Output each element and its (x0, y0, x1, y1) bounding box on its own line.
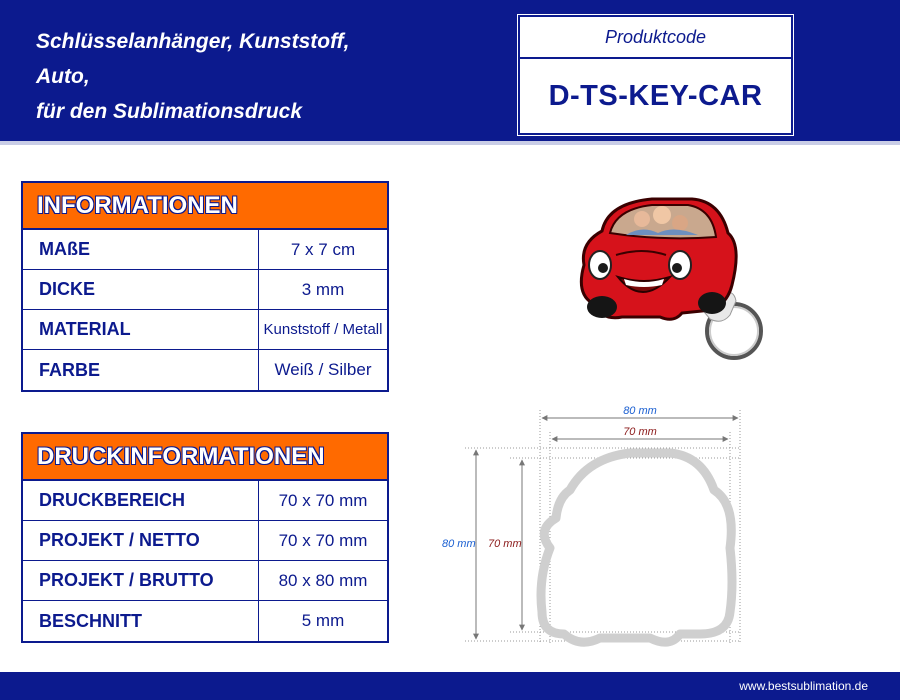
product-title (36, 24, 456, 129)
outer-height-label: 80 mm (442, 538, 476, 550)
print-row-bleed (23, 601, 387, 641)
info-value: Weiß / Silber (274, 360, 372, 379)
info-value: Kunststoff / Metall (263, 321, 383, 338)
print-key: PROJEKT / NETTO (23, 521, 259, 560)
outer-width-label: 80 mm (623, 405, 657, 417)
inner-width-label: 70 mm (623, 426, 657, 438)
info-row-material (23, 310, 387, 350)
info-key: MATERIAL (23, 310, 259, 349)
info-key: MAßE (23, 230, 259, 269)
product-code-value: D-TS-KEY-CAR (548, 79, 763, 112)
product-title-line-2: Auto, (36, 65, 90, 88)
info-row-thickness (23, 270, 387, 310)
footer-website-link[interactable]: www.bestsublimation.de (739, 679, 868, 693)
info-table (21, 181, 389, 392)
header-banner (0, 0, 900, 145)
inner-height-label: 70 mm (488, 538, 522, 550)
info-table-heading: INFORMATIONEN (23, 183, 387, 230)
info-key: DICKE (23, 270, 259, 309)
print-key: DRUCKBEREICH (23, 481, 259, 520)
product-title-line-1: Schlüsselanhänger, Kunststoff, (36, 30, 350, 53)
info-row-color (23, 350, 387, 390)
info-key: FARBE (23, 350, 259, 390)
info-value: 3 mm (301, 279, 345, 299)
print-value: 80 x 80 mm (278, 570, 368, 590)
info-row-dimensions (23, 230, 387, 270)
info-value: 7 x 7 cm (290, 239, 356, 259)
print-key: BESCHNITT (23, 601, 259, 641)
product-code-box (518, 15, 793, 135)
car-keychain-image (562, 185, 772, 370)
print-key: PROJEKT / BRUTTO (23, 561, 259, 600)
print-value: 5 mm (301, 611, 345, 630)
print-row-area (23, 481, 387, 521)
dimension-diagram (430, 398, 760, 653)
print-row-gross (23, 561, 387, 601)
print-value: 70 x 70 mm (278, 530, 368, 550)
print-value: 70 x 70 mm (278, 490, 368, 510)
footer-bar (0, 672, 900, 700)
print-info-heading: DRUCKINFORMATIONEN (23, 434, 387, 481)
print-row-net (23, 521, 387, 561)
product-code-label: Produktcode (520, 17, 791, 59)
print-info-table (21, 432, 389, 643)
product-title-line-3: für den Sublimationsdruck (36, 100, 303, 123)
